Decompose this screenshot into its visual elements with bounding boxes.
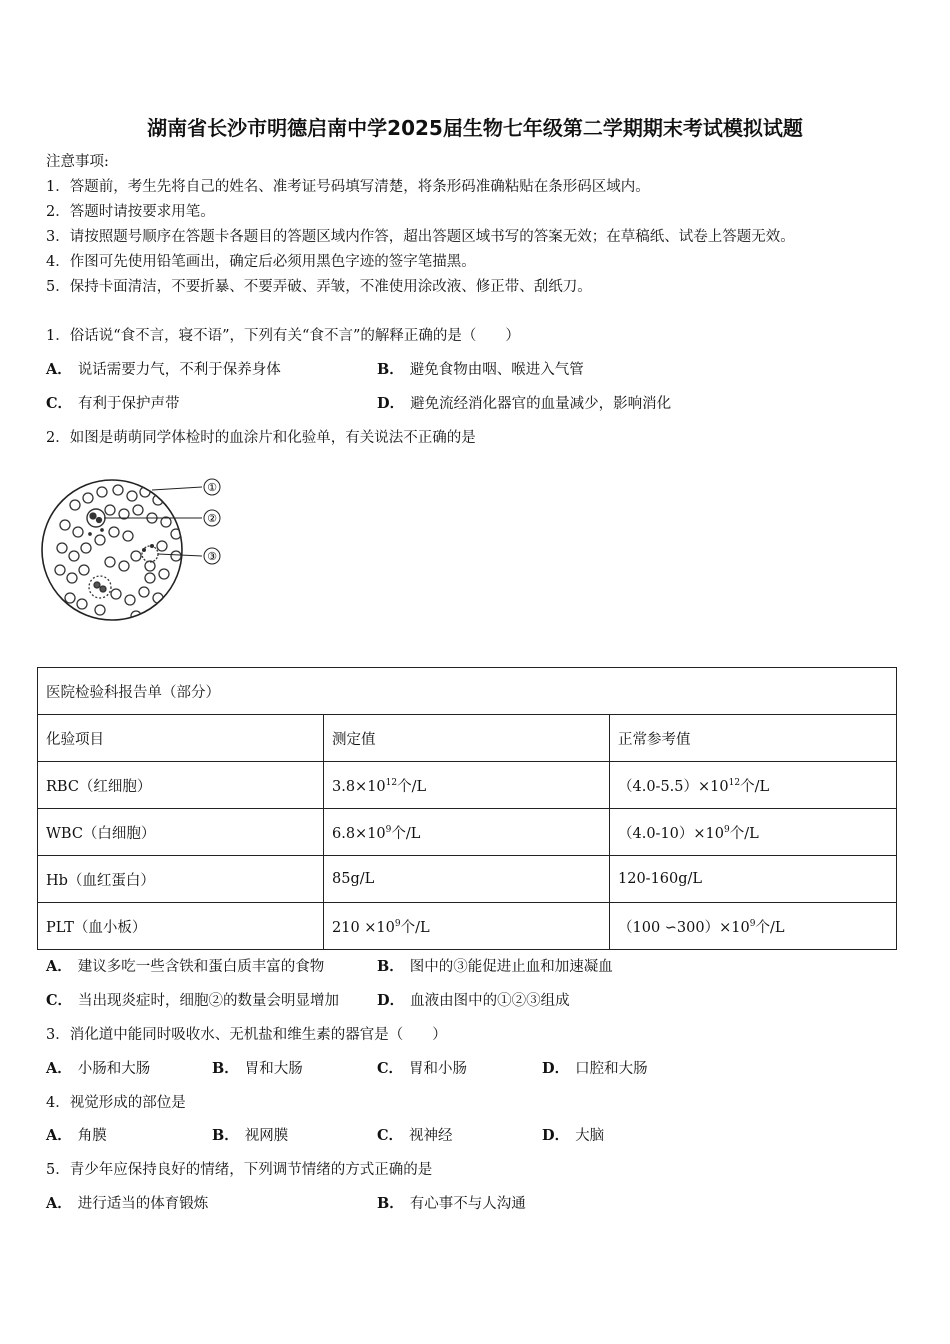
header-measured: 测定值 (324, 715, 610, 762)
table-row (38, 856, 897, 903)
lab-report-table (37, 667, 897, 950)
q4-option-c: C． 视神经 (377, 1127, 453, 1144)
q3-option-b: B． 胃和大肠 (212, 1060, 303, 1077)
notice-item-2: 2．答题时请按要求用笔。 (46, 204, 215, 220)
q5-option-b: B． 有心事不与人沟通 (377, 1195, 526, 1212)
q5-stem: 5．青少年应保持良好的情绪，下列调节情绪的方式正确的是 (46, 1162, 433, 1178)
q2-option-a: A． 建议多吃一些含铁和蛋白质丰富的食物 (46, 958, 325, 975)
row-item: PLT（血小板） (38, 903, 324, 950)
row-reference: $(4.0-10)\times 10^9$个/L (610, 809, 897, 856)
q3-option-c: C． 胃和小肠 (377, 1060, 468, 1077)
q4-option-d: D． 大脑 (542, 1127, 605, 1144)
q4-option-a: A． 角膜 (46, 1127, 107, 1144)
row-item: WBC（白细胞） (38, 809, 324, 856)
notice-item-1: 1．答题前，考生先将自己的姓名、准考证号码填写清楚，将条形码准确粘贴在条形码区域内。 (46, 179, 650, 195)
table-row (38, 809, 897, 856)
q1-stem: 1．俗话说“食不言，寝不语”，下列有关“食不言”的解释正确的是（ ） (46, 328, 520, 344)
q3-stem: 3．消化道中能同时吸收水、无机盐和维生素的器官是（ ） (46, 1027, 447, 1043)
row-measured: $210 \times 10^9$个/L (324, 903, 610, 950)
q2-option-b: B． 图中的③能促进止血和加速凝血 (377, 958, 613, 975)
notice-item-3: 3．请按照题号顺序在答题卡各题目的答题区域内作答，超出答题区域书写的答案无效；在草稿纸、试卷上答题无效。 (46, 229, 795, 245)
figure-label-3: ③ (207, 550, 217, 563)
q1-option-c: C． 有利于保护声带 (46, 395, 180, 412)
notice-item-4: 4．作图可先使用铅笔画出，确定后必须用黑色字迹的签字笔描黑。 (46, 254, 476, 270)
row-reference: 120-160g/L (610, 856, 897, 903)
row-item: Hb（血红蛋白） (38, 856, 324, 903)
blood-smear-figure (40, 470, 240, 640)
q2-stem: 2．如图是萌萌同学体检时的血涂片和化验单，有关说法不正确的是 (46, 430, 476, 446)
figure-label-2: ② (207, 512, 217, 525)
q4-option-b: B． 视网膜 (212, 1127, 289, 1144)
q4-stem: 4．视觉形成的部位是 (46, 1095, 186, 1111)
q1-option-a: A． 说话需要力气，不利于保养身体 (46, 361, 281, 378)
q1-option-b: B． 避免食物由咽、喉进入气管 (377, 361, 584, 378)
notice-item-5: 5．保持卡面清洁，不要折暴、不要弄破、弄皱，不准使用涂改液、修正带、刮纸刀。 (46, 279, 592, 295)
notice-heading: 注意事项: (46, 154, 109, 170)
q1-option-d: D． 避免流经消化器官的血量减少，影响消化 (377, 395, 672, 412)
row-reference: $(4.0-5.5)\times 10^{12}$个/L (610, 762, 897, 809)
row-measured: $6.8\times 10^9$个/L (324, 809, 610, 856)
table-row (38, 762, 897, 809)
header-item: 化验项目 (38, 715, 324, 762)
row-measured: $3.8\times 10^{12}$个/L (324, 762, 610, 809)
q2-option-c: C． 当出现炎症时，细胞②的数量会明显增加 (46, 992, 340, 1009)
row-item: RBC（红细胞） (38, 762, 324, 809)
report-header-row (38, 715, 897, 762)
page-title: 湖南省长沙市明德启南中学2025届生物七年级第二学期期末考试模拟试题 (147, 116, 803, 140)
header-reference: 正常参考值 (610, 715, 897, 762)
q5-option-a: A． 进行适当的体育锻炼 (46, 1195, 209, 1212)
q2-option-d: D． 血液由图中的①②③组成 (377, 992, 570, 1009)
table-row (38, 903, 897, 950)
figure-label-1: ① (207, 481, 217, 494)
report-caption: 医院检验科报告单（部分） (38, 668, 897, 715)
row-reference: （100 $∽300)\times 10^9$个/L (610, 903, 897, 950)
report-caption-row (38, 668, 897, 715)
q3-option-d: D． 口腔和大肠 (542, 1060, 648, 1077)
q3-option-a: A． 小肠和大肠 (46, 1060, 151, 1077)
row-measured: 85g/L (324, 856, 610, 903)
